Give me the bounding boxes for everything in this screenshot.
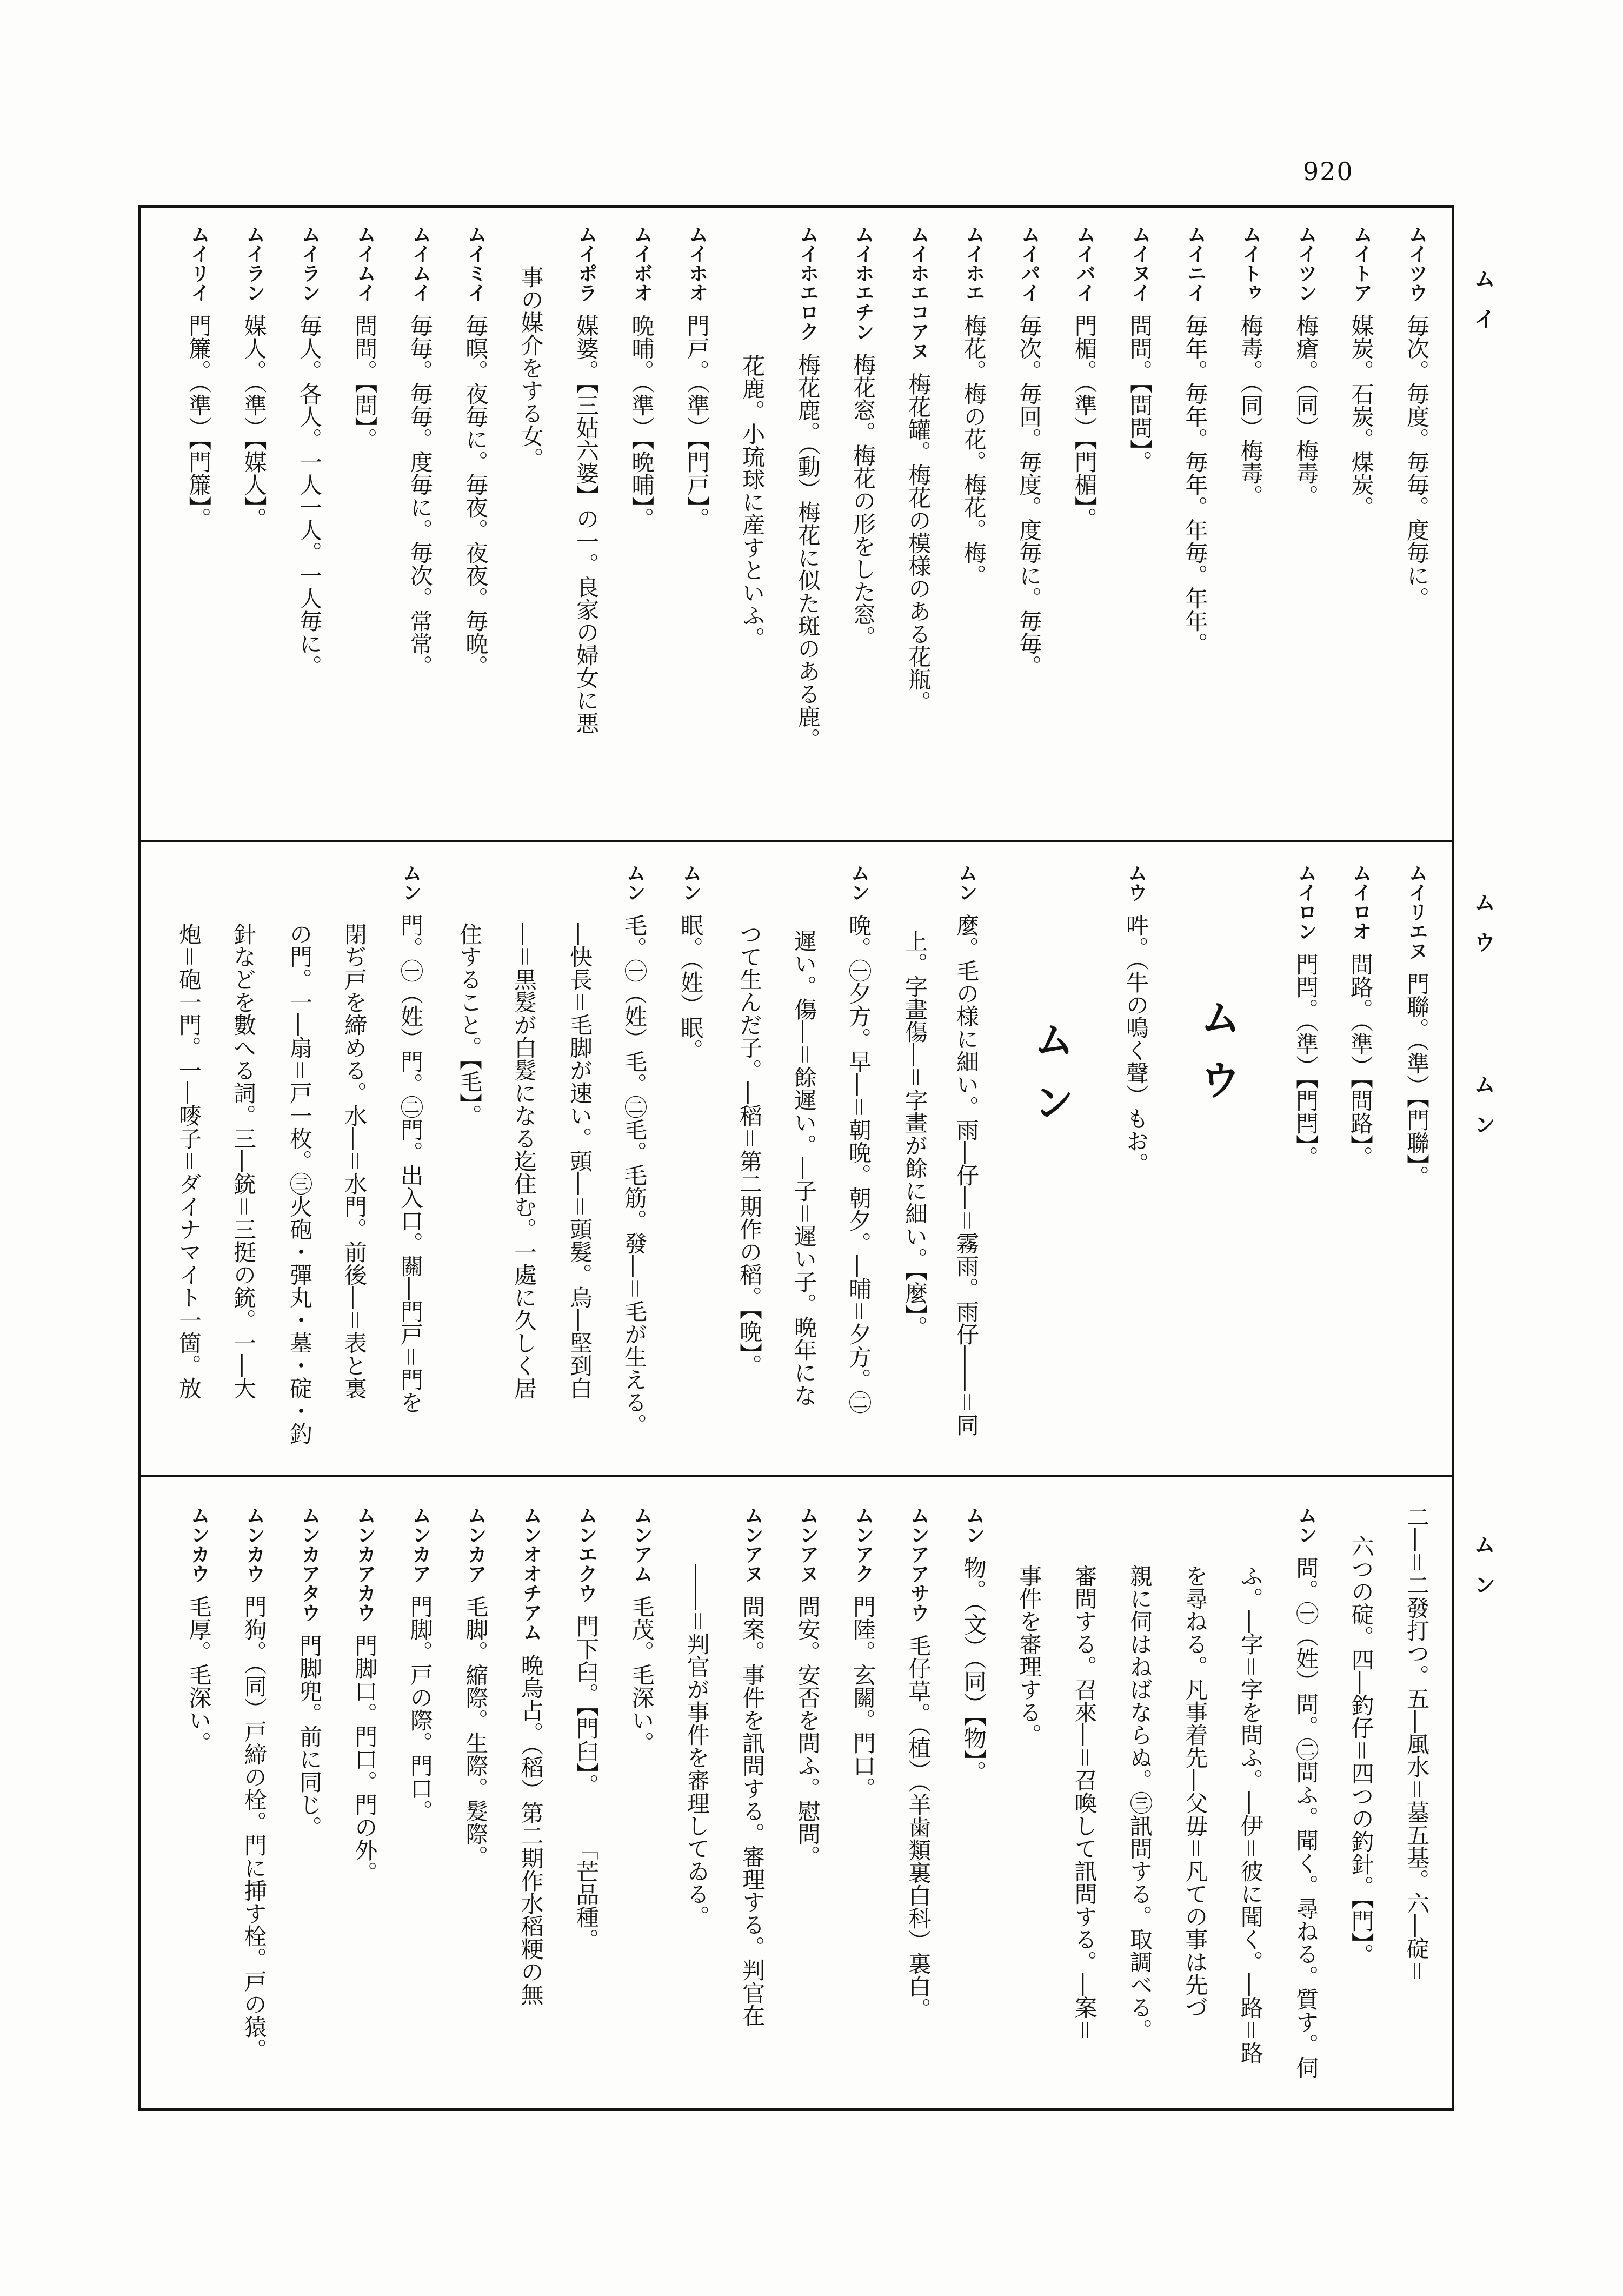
definition-text: 媒人。（準）【媒人】。 bbox=[241, 314, 268, 530]
definition-text: 晩晡。（準）【晩晡】。 bbox=[628, 314, 655, 530]
definition-text: の門。一―扇＝戸一枚。㊂火砲・彈丸・墓・碇・釣 bbox=[287, 923, 313, 1445]
headword: ムイムイ bbox=[354, 224, 376, 302]
margin-header: ムン bbox=[1471, 1534, 1495, 1614]
definition-text: 針などを數へる詞。三―銃＝三挺の銃。一―大 bbox=[230, 923, 257, 1400]
headword: ムイリエヌ bbox=[1406, 863, 1428, 960]
entry-column bbox=[342, 224, 387, 837]
entry-column bbox=[388, 863, 433, 1471]
definition-text: 門閂。（準）【門閂】。 bbox=[1293, 953, 1319, 1169]
continuation-column bbox=[1172, 1564, 1218, 2105]
definition-text: 遲い。傷―＝餘遲い。―子＝遲い子。晩年にな bbox=[791, 930, 817, 1407]
entry-column bbox=[836, 863, 881, 1471]
entry-column bbox=[951, 224, 996, 837]
headword: ムンオオチアム bbox=[520, 1505, 542, 1642]
headword: ムン bbox=[400, 863, 422, 902]
headword: ムウ bbox=[1125, 863, 1147, 902]
definition-text: 六つの碇。四―釣仔＝四つの釣針。【門】。 bbox=[1348, 1535, 1375, 1967]
entry-column bbox=[943, 863, 989, 1471]
headword: ムン bbox=[1295, 1505, 1318, 1544]
headword: ムイバイ bbox=[1073, 224, 1096, 302]
definition-text: 問路。（準）【問路】。 bbox=[1347, 953, 1374, 1169]
headword: ムンカウ bbox=[188, 1505, 210, 1583]
entry-column bbox=[397, 224, 443, 837]
definition-text: 梅花罐。梅花の模様のある花瓶。 bbox=[905, 373, 932, 713]
definition-text: 上。字畫傷―＝字畫が餘に細い。【麼】。 bbox=[902, 930, 928, 1339]
entry-column bbox=[1338, 863, 1383, 1471]
definition-text: つて生んだ子。―稻＝第二期作の稻。【晩】。 bbox=[736, 923, 763, 1377]
margin-header: ムウ bbox=[1471, 891, 1495, 971]
definition-text: 麼。毛の様に細い。雨―仔―＝霧雨。雨仔――＝同 bbox=[953, 914, 980, 1437]
continuation-column bbox=[1228, 1564, 1273, 2105]
tier-divider bbox=[138, 840, 1454, 842]
section-heading: ムン bbox=[1027, 1018, 1075, 1144]
definition-text: 門楣。（準）【門楣】。 bbox=[1071, 314, 1098, 530]
headword: ムイホエロク bbox=[796, 224, 819, 341]
definition-text: 問問。【問】。 bbox=[351, 314, 378, 450]
entry-column bbox=[231, 224, 277, 837]
definition-text: 晩烏占。（稻）第二期作水稻粳の無 bbox=[517, 1654, 544, 2006]
definition-text: 眠。（姓）眠。 bbox=[677, 914, 704, 1061]
definition-text: 吽。（牛の鳴く聲）もお。 bbox=[1123, 914, 1149, 1175]
headword: ムイリイ bbox=[188, 224, 210, 302]
entry-column bbox=[1394, 863, 1439, 1471]
continuation-column bbox=[1339, 1535, 1384, 2105]
continuation-column bbox=[331, 923, 377, 1471]
headword: ムン bbox=[955, 863, 977, 902]
continuation-column bbox=[508, 266, 554, 837]
headword: ムイミイ bbox=[464, 224, 487, 302]
headword: ムイツウ bbox=[1406, 224, 1428, 302]
headword: ムン bbox=[848, 863, 870, 902]
entry-column bbox=[287, 224, 332, 837]
definition-text: 問安。安否を問ふ。慰問。 bbox=[794, 1595, 821, 1868]
headword: ムン bbox=[680, 863, 702, 902]
definition-text: 門。㊀（姓）門。㊁門。出入口。關―門戸＝門を bbox=[397, 914, 424, 1414]
entry-column bbox=[895, 224, 941, 837]
definition-text: 毛。㊀（姓）毛。㊁毛。毛筋。發―＝毛が生える。 bbox=[621, 914, 648, 1437]
entry-column bbox=[1283, 863, 1328, 1471]
entry-column bbox=[287, 1505, 332, 2105]
definition-text: 晩。㊀夕方。早―＝朝晩。朝夕。―晡＝夕方。㊁ bbox=[846, 914, 872, 1414]
entry-column bbox=[563, 224, 609, 837]
continuation-column bbox=[1062, 1564, 1107, 2105]
continuation-column bbox=[447, 923, 492, 1471]
definition-text: 毛仔草。（植）（羊歯類裏白科）裏白。 bbox=[905, 1634, 932, 2020]
definition-text: 門下臼。【門臼】。 bbox=[573, 1615, 600, 1796]
entry-column bbox=[231, 1505, 277, 2105]
definition-text: 門狗。（同）戸締の栓。門に挿す栓。戸の猿。 bbox=[241, 1595, 268, 2061]
definition-text: 梅花。梅の花。梅花。梅。 bbox=[960, 314, 987, 587]
definition-text: 毎次。毎回。毎度。度毎に。毎毎。 bbox=[1016, 314, 1043, 678]
definition-text: 「芒品種。 bbox=[573, 1837, 600, 1951]
definition-text: 梅花窓。梅花の形をした窓。 bbox=[850, 353, 876, 648]
entry-column bbox=[951, 1505, 996, 2105]
entry-column bbox=[618, 224, 664, 837]
headword: ムンカアカウ bbox=[354, 1505, 376, 1622]
definition-text: ふ。―字＝字を問ふ。―伊＝彼に聞く。―路＝路 bbox=[1237, 1564, 1264, 2065]
entry-column bbox=[1113, 863, 1159, 1471]
continuation-column bbox=[674, 1564, 720, 2105]
continuation-column bbox=[501, 923, 547, 1471]
continuation-column bbox=[727, 923, 772, 1471]
headword: ムイラン bbox=[243, 224, 265, 302]
definition-text: 門脚口。門口。門の外。 bbox=[351, 1634, 378, 1884]
continuation-column bbox=[166, 923, 211, 1471]
headword: ムイトゥ bbox=[1239, 224, 1262, 302]
definition-text: 審問する。召來―＝召喚して訊問する。―案＝ bbox=[1071, 1564, 1098, 2042]
headword: ムイツン bbox=[1295, 224, 1318, 302]
entry-column bbox=[729, 1505, 775, 2105]
entry-column bbox=[176, 224, 221, 837]
headword: ムイトア bbox=[1350, 224, 1373, 302]
definition-text: 物。（文）（同）【物】。 bbox=[960, 1556, 987, 1783]
definition-text: 毎人。各人。一人一人。一人毎に。 bbox=[296, 314, 323, 678]
headword: ムンアアサウ bbox=[907, 1505, 930, 1622]
definition-text: ―＝黒髮が白髮になる迄住む。一處に久しく居 bbox=[511, 923, 537, 1400]
definition-text: 事の媒介をする女。 bbox=[517, 266, 544, 470]
headword: ムイホエチン bbox=[852, 224, 874, 341]
headword: ムン bbox=[623, 863, 646, 902]
entry-column bbox=[176, 1505, 221, 2105]
definition-text: 毛厚。毛深い。 bbox=[185, 1595, 212, 1754]
entry-column bbox=[1117, 224, 1162, 837]
continuation-column bbox=[277, 923, 322, 1471]
entry-column bbox=[895, 1505, 941, 2105]
entry-column bbox=[785, 1505, 830, 2105]
entry-column bbox=[668, 863, 713, 1471]
entry-column bbox=[1062, 224, 1107, 837]
headword: ムンアク bbox=[852, 1505, 874, 1583]
headword: ムイムイ bbox=[409, 224, 431, 302]
continuation-column bbox=[557, 923, 602, 1471]
headword: ムイホオ bbox=[686, 224, 708, 302]
headword: ムンカアタウ bbox=[298, 1505, 321, 1622]
definition-text: 閉ぢ戸を締める。水―＝水門。前後―＝表と裏 bbox=[341, 923, 368, 1400]
definition-text: 毛茂。毛深い。 bbox=[628, 1595, 655, 1754]
definition-text: 炮＝砲一門。一―嘜子＝ダイナマイト一箇。放 bbox=[176, 923, 202, 1400]
entry-column bbox=[397, 1505, 443, 2105]
definition-text: 毎年。毎年。毎年。年毎。年年。 bbox=[1182, 314, 1209, 655]
continuation-column bbox=[729, 354, 775, 837]
entry-column bbox=[342, 1505, 387, 2105]
definition-text: ―快長＝毛脚が速い。頭―＝頭髮。烏―堅到白 bbox=[567, 923, 593, 1400]
entry-column bbox=[611, 863, 657, 1471]
entry-column bbox=[674, 224, 720, 837]
headword: ムンアヌ bbox=[796, 1505, 819, 1583]
definition-text: 毎次。毎度。毎毎。度毎に。 bbox=[1404, 314, 1430, 609]
entry-column bbox=[840, 1505, 886, 2105]
entry-column bbox=[508, 1505, 554, 2105]
definition-text: 毎暝。夜毎に。毎夜。夜夜。毎晩。 bbox=[462, 314, 489, 678]
definition-text: 門簾。（準）【門簾】。 bbox=[185, 314, 212, 530]
continuation-column bbox=[563, 1837, 609, 2105]
headword: ムン bbox=[962, 1505, 985, 1544]
page-number: 920 bbox=[1303, 157, 1354, 186]
continuation-column bbox=[892, 930, 937, 1471]
definition-text: 問。㊀（姓）問。㊁問ふ。聞く。尋ねる。質す。伺 bbox=[1293, 1556, 1320, 2079]
headword: ムイパイ bbox=[1018, 224, 1041, 302]
headword: ムイホエコアヌ bbox=[907, 224, 930, 361]
definition-text: 門聯。（準）【門聯】。 bbox=[1404, 972, 1430, 1188]
definition-text: 門脚兜。前に同じ。 bbox=[296, 1634, 323, 1839]
definition-text: 毛脚。縮際。生際。髮際。 bbox=[462, 1595, 489, 1868]
definition-text: 問問。【問問】。 bbox=[1127, 314, 1153, 473]
headword: ムイヌイ bbox=[1129, 224, 1151, 302]
headword: ムンアヌ bbox=[741, 1505, 764, 1583]
continuation-column bbox=[781, 930, 827, 1471]
definition-text: 門戸。（準）【門戸】。 bbox=[683, 314, 710, 530]
headword: ムイロオ bbox=[1349, 863, 1372, 941]
headword: ムイラン bbox=[298, 224, 321, 302]
headword: ムンカア bbox=[464, 1505, 487, 1583]
headword: ムイポラ bbox=[575, 224, 597, 302]
entry-column bbox=[1172, 224, 1218, 837]
entry-column bbox=[1283, 1505, 1328, 2105]
entry-column bbox=[1006, 224, 1052, 837]
entry-column bbox=[1339, 224, 1384, 837]
entry-column bbox=[1228, 224, 1273, 837]
entry-column bbox=[1394, 224, 1439, 837]
definition-text: 毎毎。毎毎。度毎に。毎次。常常。 bbox=[407, 314, 434, 678]
continuation-column bbox=[1394, 1505, 1439, 2105]
entry-column bbox=[453, 224, 498, 837]
headword: ムンカウ bbox=[243, 1505, 265, 1583]
headword: ムンカア bbox=[409, 1505, 431, 1583]
definition-text: 梅毒。（同）梅毒。 bbox=[1237, 314, 1264, 507]
headword: ムイロン bbox=[1295, 863, 1317, 941]
definition-text: 親に伺はねばならぬ。㊂訊問する。取調べる。 bbox=[1127, 1564, 1153, 2041]
headword: ムンアム bbox=[630, 1505, 653, 1583]
definition-text: 二―＝二發打つ。五―風水＝墓五基。六―碇＝ bbox=[1404, 1505, 1430, 1983]
definition-text: 事件を審理する。 bbox=[1016, 1564, 1043, 1746]
definition-text: 住すること。【毛】。 bbox=[456, 923, 483, 1127]
definition-text: 門脚。戸の際。門口。 bbox=[407, 1595, 434, 1822]
definition-text: を尋ねる。凡事着先―父毋＝凡ての事は先づ bbox=[1182, 1564, 1209, 2019]
definition-text: 花鹿。小琉球に産すといふ。 bbox=[739, 354, 766, 649]
entry-column bbox=[840, 224, 886, 837]
definition-text: 梅瘡。（同）梅毒。 bbox=[1293, 314, 1320, 507]
definition-text: 媒炭。石炭。煤炭。 bbox=[1348, 314, 1375, 519]
margin-header: ムン bbox=[1471, 1073, 1495, 1153]
entry-column bbox=[453, 1505, 498, 2105]
section-heading: ムウ bbox=[1193, 996, 1241, 1122]
entry-column bbox=[618, 1505, 664, 2105]
headword: ムイホエ bbox=[962, 224, 985, 302]
tier-divider bbox=[138, 1475, 1454, 1477]
definition-text: 門陸。玄關。門口。 bbox=[850, 1595, 876, 1800]
headword: ムイニイ bbox=[1184, 224, 1207, 302]
definition-text: 梅花鹿。（動）梅花に似た斑のある鹿。 bbox=[794, 353, 821, 751]
margin-header: ムイ bbox=[1471, 268, 1495, 348]
continuation-column bbox=[1117, 1564, 1162, 2105]
definition-text: ――＝判官が事件を審理してゐる。 bbox=[683, 1564, 710, 1928]
definition-text: 媒婆。【三姑六婆】の一。良家の婦女に悪 bbox=[573, 314, 600, 734]
continuation-column bbox=[1006, 1564, 1052, 2105]
entry-column bbox=[1283, 224, 1328, 837]
headword: ムンエクウ bbox=[575, 1505, 597, 1603]
definition-text: 問案。事件を訊問する。審理する。判官在 bbox=[739, 1595, 766, 2027]
headword: ムイボオ bbox=[630, 224, 653, 302]
continuation-column bbox=[221, 923, 266, 1471]
entry-column bbox=[785, 224, 830, 837]
